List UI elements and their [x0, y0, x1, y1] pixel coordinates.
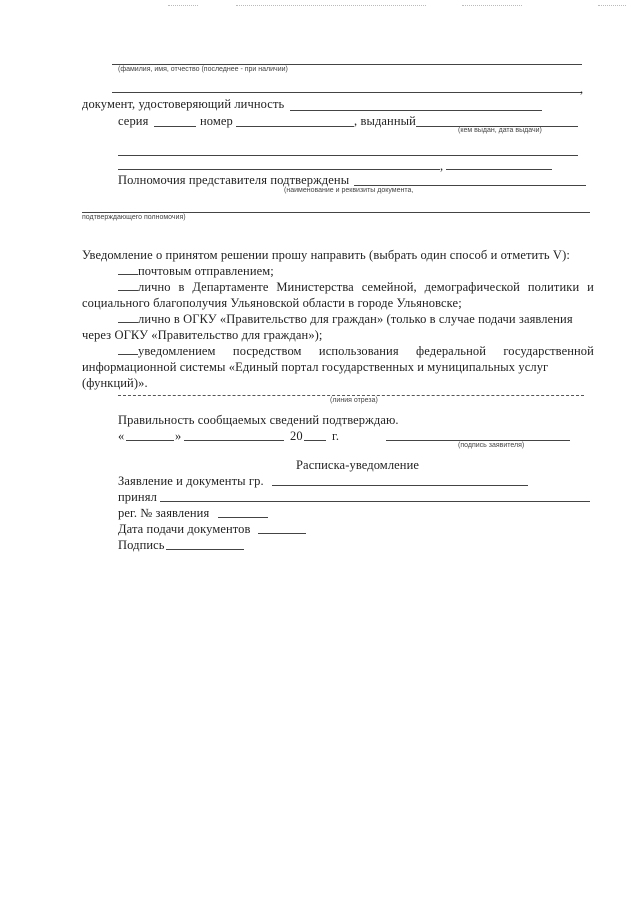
- option-mail-checkbox[interactable]: [118, 264, 138, 275]
- comma-mark: ,: [580, 82, 584, 96]
- issued-label: , выданный: [354, 114, 416, 128]
- option-portal-checkbox[interactable]: [118, 344, 138, 355]
- receipt-signature-label: Подпись: [118, 538, 165, 552]
- receipt-docs-from-field[interactable]: [272, 485, 528, 486]
- date-month-field[interactable]: [184, 440, 284, 441]
- receipt-accepted-field[interactable]: [160, 501, 590, 502]
- authority-caption: (наименование и реквизиты документа,: [284, 187, 414, 194]
- authority-field[interactable]: [354, 185, 586, 186]
- comma-mark-2: ,: [440, 159, 444, 173]
- option-portal-l2: информационной системы «Единый портал государственных и муниципальных услуг: [82, 360, 549, 374]
- date-open-quote: «: [118, 429, 125, 443]
- date-day-field[interactable]: [126, 440, 174, 441]
- year-prefix: 20: [290, 429, 303, 443]
- option-portal[interactable]: уведомлением посредством использования федеральной государственной: [118, 344, 594, 359]
- authority-line-2[interactable]: [82, 212, 590, 213]
- scan-artifact: [236, 4, 426, 6]
- receipt-reg-number-field[interactable]: [218, 517, 268, 518]
- date-close-quote: »: [175, 429, 182, 443]
- receipt-docs-from-label: Заявление и документы гр.: [118, 474, 264, 488]
- cut-line: [118, 395, 584, 396]
- option-mail-label: почтовым отправлением;: [138, 264, 274, 278]
- series-label: серия: [118, 114, 149, 128]
- cut-line-caption: (линия отреза): [330, 397, 378, 404]
- extra-line[interactable]: [118, 169, 440, 170]
- receipt-signature-field[interactable]: [166, 549, 244, 550]
- receipt-title: Расписка-уведомление: [296, 458, 420, 472]
- series-field[interactable]: [154, 126, 196, 127]
- notification-heading: Уведомление о принятом решении прошу направить (выбрать один способ и отметить V):: [82, 248, 570, 262]
- extra-line-b[interactable]: [446, 169, 552, 170]
- receipt-accepted-label: принял: [118, 490, 157, 504]
- signature-caption: (подпись заявителя): [458, 442, 525, 449]
- option-portal-l3: (функций)».: [82, 376, 148, 390]
- year-suffix: г.: [332, 429, 340, 443]
- option-department[interactable]: лично в Департаменте Министерства семейной, демографической политики и: [118, 280, 594, 295]
- scan-artifact: [598, 4, 626, 6]
- receipt-reg-number-label: рег. № заявления: [118, 506, 210, 520]
- option-ogku-l2: через ОГКУ «Правительство для граждан»);: [82, 328, 323, 342]
- receipt-submit-date-label: Дата подачи документов: [118, 522, 251, 536]
- number-label: номер: [200, 114, 233, 128]
- option-ogku-checkbox[interactable]: [118, 312, 138, 323]
- option-ogku-l1: лично в ОГКУ «Правительство для граждан» (только в случае подачи заявления: [138, 312, 573, 326]
- identity-doc-label: документ, удостоверяющий личность: [82, 97, 285, 111]
- authority-caption-cont: подтверждающего полномочия): [82, 214, 186, 221]
- receipt-submit-date-field[interactable]: [258, 533, 306, 534]
- issued-caption: (кем выдан, дата выдачи): [458, 127, 542, 134]
- confirmation-statement: Правильность сообщаемых сведений подтверждаю.: [118, 413, 399, 427]
- option-ogku[interactable]: [118, 312, 594, 327]
- issued-line-2[interactable]: [118, 155, 578, 156]
- fio-line[interactable]: [112, 64, 582, 65]
- option-mail[interactable]: [118, 264, 274, 279]
- signature-field[interactable]: [386, 440, 570, 441]
- fio-caption: (фамилия, имя, отчество (последнее - при наличии): [118, 66, 288, 73]
- option-department-l2: социального благополучия Ульяновской области в городе Ульяновске;: [82, 296, 462, 310]
- scan-artifact: [168, 4, 198, 6]
- identity-doc-field[interactable]: [290, 110, 542, 111]
- option-department-l1-start: лично: [138, 280, 171, 294]
- authority-label: Полномочия представителя подтверждены: [118, 173, 350, 187]
- fio-line-2[interactable]: [112, 92, 582, 93]
- option-department-checkbox[interactable]: [118, 280, 138, 291]
- scan-artifact: [462, 4, 522, 6]
- date-year-field[interactable]: [304, 440, 326, 441]
- number-field[interactable]: [236, 126, 354, 127]
